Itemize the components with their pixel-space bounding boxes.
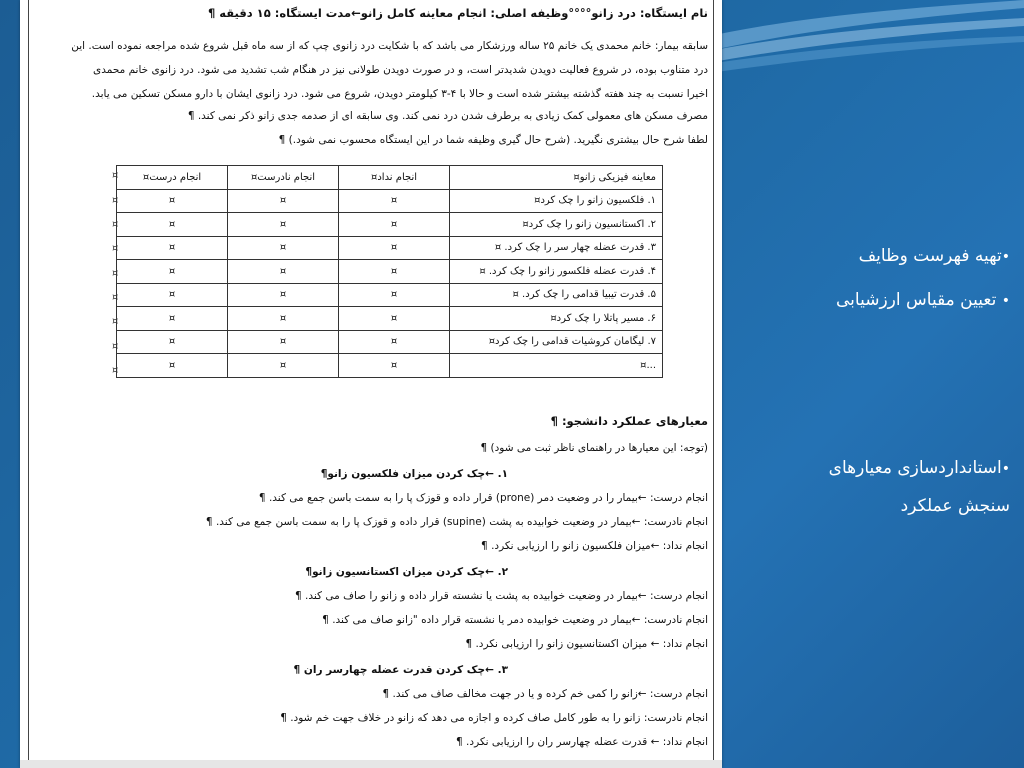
bullet-dot-icon: • — [1001, 293, 1010, 309]
cell-mark: ¤ — [228, 307, 339, 331]
table-header-row — [117, 166, 663, 190]
cell-mark: ¤ — [339, 307, 450, 331]
cell-mark: ¤ — [339, 236, 450, 260]
row-label: ۱. فلکسیون زانو را چک کرد¤ — [450, 189, 663, 213]
bullet-text: سنجش عملکرد — [900, 496, 1010, 516]
header-done-incorrect: انجام نادرست¤ — [228, 166, 339, 190]
header-done-correct: انجام درست¤ — [117, 166, 228, 190]
criteria-line: انجام نادرست: زانو را به طور کامل صاف کرده و اجازه می دهد که زانو در خلاف جهت خم شود. ¶ — [280, 712, 708, 724]
exam-checklist-table — [116, 165, 663, 378]
criteria-line: (توجه: این معیارها در راهنمای ناظر ثبت می شود) ¶ — [480, 442, 708, 454]
bullet-item — [836, 290, 1010, 310]
history-line-3: اخیرا نسبت به چند هفته گذشته بیشتر شده است و حالا با ۴-۳ کیلومتر دویدن، شروع می شود. درد زانوی ایشان با دارو مسکن تسکین می یابد. — [91, 88, 708, 100]
table-row — [117, 189, 663, 213]
row-end-mark: ¤ — [112, 170, 119, 181]
document-page — [20, 0, 722, 768]
criteria-line: انجام درست: ←بیمار را در وضعیت دمر (prone) قرار داده و قوزک پا را به سمت باسن جمع می کند. ¶ — [258, 492, 708, 504]
row-end-mark: ¤ — [112, 316, 119, 327]
criteria-line: انجام نادرست: ←بیمار در وضعیت خوابیده به پشت (supine) قرار داده و قوزک پا را به سمت باسن جمع می کند. ¶ — [205, 516, 708, 528]
bullet-item — [859, 246, 1010, 266]
bullet-text: استانداردسازی معیارهای — [828, 458, 1002, 478]
cell-mark: ¤ — [228, 189, 339, 213]
criteria-heading: ۳. ←چک کردن قدرت عضله چهارسر ران ¶ — [293, 664, 508, 676]
table-row — [117, 213, 663, 237]
row-end-mark: ¤ — [112, 195, 119, 206]
table-row — [117, 330, 663, 354]
history-line-4: مصرف مسکن های معمولی کمک زیادی به برطرف شدن درد نمی کند. وی سابقه ای از صدمه جدی زانو ذکر نمی کند. ¶ — [187, 110, 708, 122]
row-label: ۴. قدرت عضله فلکسور زانو را چک کرد. ¤ — [450, 260, 663, 284]
cell-mark: ¤ — [228, 213, 339, 237]
cell-mark: ¤ — [228, 283, 339, 307]
row-end-mark: ¤ — [112, 292, 119, 303]
row-end-mark: ¤ — [112, 365, 119, 376]
criteria-line: انجام درست: ←زانو را کمی خم کرده و یا در جهت مخالف صاف می کند. ¶ — [382, 688, 708, 700]
station-title: نام ایستگاه: درد زانو°°°°وظیفه اصلی: انجام معاینه کامل زانو←مدت ایستگاه: ۱۵ دقیقه ¶ — [207, 6, 708, 20]
cell-mark: ¤ — [117, 236, 228, 260]
bullet-text: تهیه فهرست وظایف — [858, 246, 1002, 266]
cell-mark: ¤ — [228, 260, 339, 284]
cell-mark: ¤ — [339, 330, 450, 354]
table-row — [117, 283, 663, 307]
cell-mark: ¤ — [228, 330, 339, 354]
row-end-mark: ¤ — [112, 219, 119, 230]
row-end-mark: ¤ — [112, 243, 119, 254]
row-end-mark: ¤ — [112, 268, 119, 279]
cell-mark: ¤ — [339, 260, 450, 284]
row-label: ۶. مسیر پاتلا را چک کرد¤ — [450, 307, 663, 331]
row-label: ۳. قدرت عضله چهار سر را چک کرد. ¤ — [450, 236, 663, 260]
header-exam: معاینه فیزیکی زانو¤ — [450, 166, 663, 190]
bullet-dot-icon: • — [1001, 461, 1010, 477]
table-row — [117, 307, 663, 331]
cell-mark: ¤ — [117, 330, 228, 354]
table-row — [117, 236, 663, 260]
cell-mark: ¤ — [117, 260, 228, 284]
bullet-text: تعیین مقیاس ارزشیابی — [836, 290, 997, 310]
cell-mark: ¤ — [117, 354, 228, 378]
header-not-done: انجام نداد¤ — [339, 166, 450, 190]
cell-mark: ¤ — [228, 236, 339, 260]
bullet-dot-icon: • — [1001, 249, 1010, 265]
page-bottom-strip — [20, 760, 722, 768]
cell-mark: ¤ — [339, 189, 450, 213]
history-line-2: درد متناوب بوده، در شروع فعالیت دویدن شدیدتر است، و در صورت دویدن طولانی نیز در هنگام شب تشدید می شود. درد زانوی خانم محمدی — [93, 64, 708, 76]
cell-mark: ¤ — [228, 354, 339, 378]
bullet-item-continuation — [901, 496, 1010, 516]
table-row — [117, 260, 663, 284]
row-label: ۵. قدرت تیبیا قدامی را چک کرد. ¤ — [450, 283, 663, 307]
cell-mark: ¤ — [117, 283, 228, 307]
criteria-heading: ۲. ←چک کردن میزان اکستانسیون زانو¶ — [305, 566, 508, 578]
criteria-line: انجام نداد: ← قدرت عضله چهارسر ران را ارزیابی نکرد. ¶ — [456, 736, 708, 748]
cell-mark: ¤ — [117, 189, 228, 213]
row-end-mark: ¤ — [112, 341, 119, 352]
row-label: ...¤ — [450, 354, 663, 378]
row-label: ۷. لیگامان کروشیات قدامی را چک کرد¤ — [450, 330, 663, 354]
cell-mark: ¤ — [339, 354, 450, 378]
criteria-section-title: معیارهای عملکرد دانشجو: ¶ — [550, 414, 708, 428]
criteria-line: انجام درست: ←بیمار در وضعیت خوابیده به پشت یا نشسته قرار داده و زانو را صاف می کند. ¶ — [295, 590, 708, 602]
row-label: ۲. اکستانسیون زانو را چک کرد¤ — [450, 213, 663, 237]
table-row — [117, 354, 663, 378]
criteria-line: انجام نداد: ←میزان فلکسیون زانو را ارزیابی نکرد. ¶ — [481, 540, 708, 552]
cell-mark: ¤ — [117, 213, 228, 237]
history-line-5: لطفا شرح حال بیشتری نگیرید. (شرح حال گیری وظیفه شما در این ایستگاه محسوب نمی شود.) ¶ — [278, 134, 708, 146]
criteria-line: انجام نادرست: ←بیمار در وضعیت خوابیده دمر یا نشسته قرار داده "زانو صاف می کند. ¶ — [322, 614, 708, 626]
history-line-1: سابقه بیمار: خانم محمدی یک خانم ۲۵ ساله ورزشکار می باشد که با شکایت درد زانوی چپ که از سه ماه قبل شروع شده مراجعه نموده است. این — [71, 40, 708, 52]
criteria-heading: ۱. ←چک کردن میزان فلکسیون زانو¶ — [320, 468, 508, 480]
cell-mark: ¤ — [339, 283, 450, 307]
criteria-line: انجام نداد: ← میزان اکستانسیون زانو را ارزیابی نکرد. ¶ — [465, 638, 708, 650]
cell-mark: ¤ — [339, 213, 450, 237]
cell-mark: ¤ — [117, 307, 228, 331]
bullet-item — [829, 458, 1010, 478]
